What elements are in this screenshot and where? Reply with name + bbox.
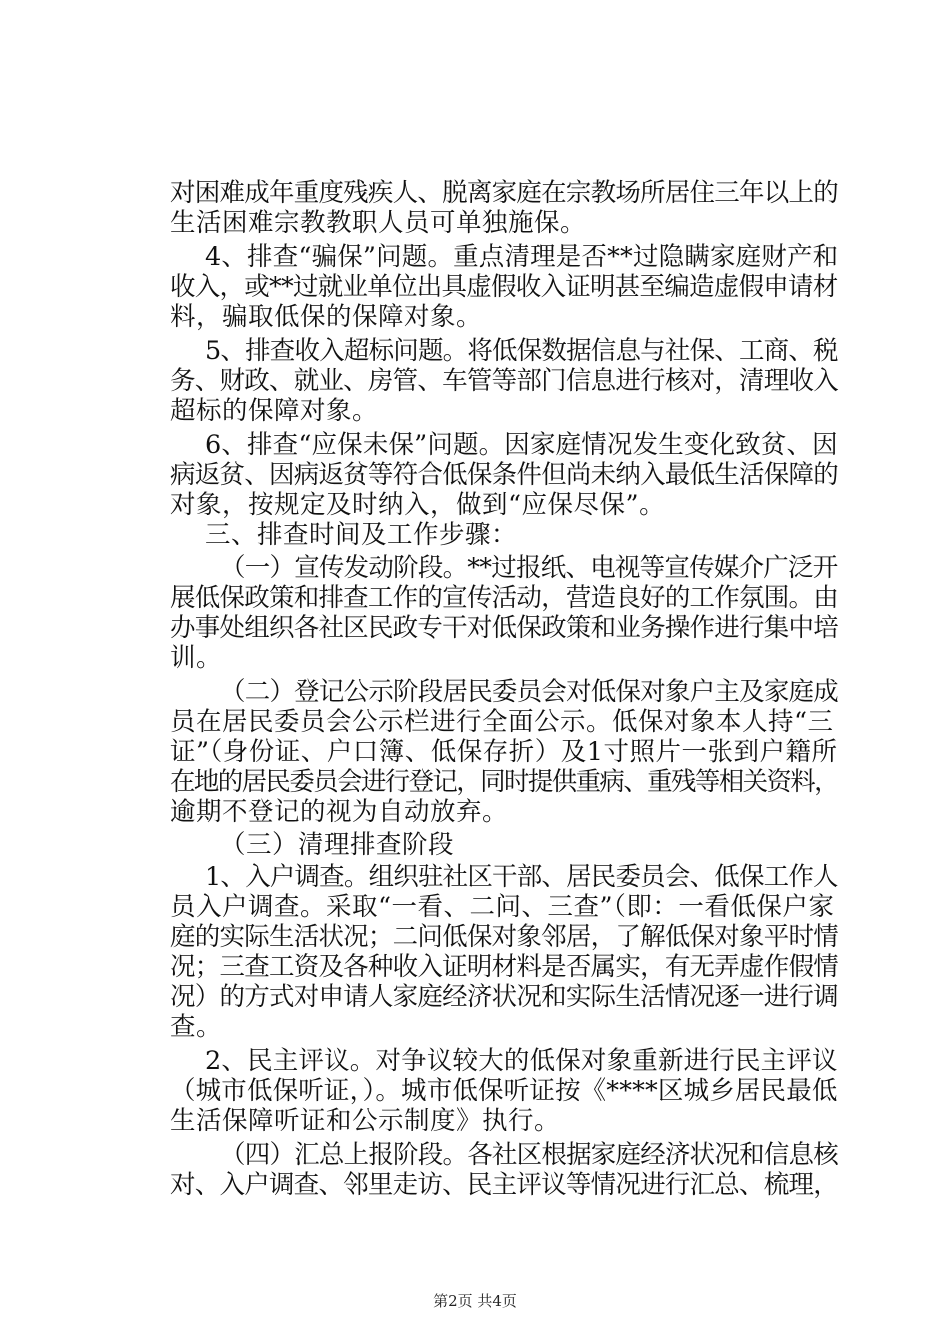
body-line: 况）的方式对申请人家庭经济状况和实际生活情况逐一进行调 (170, 982, 839, 1012)
section-heading: 三、排查时间及工作步骤： (205, 520, 518, 550)
subsection-heading: （三）清理排查阶段 (220, 830, 455, 860)
body-line: 6、排查“应保未保”问题。因家庭情况发生变化致贫、因 (205, 430, 838, 460)
body-line: 展低保政策和排查工作的宣传活动，营造良好的工作氛围。由 (170, 583, 839, 613)
body-line: 收入，或**过就业单位出具虚假收入证明甚至编造虚假申请材 (170, 272, 838, 302)
body-line: 生活困难宗教教职人员可单独施保。 (170, 208, 587, 238)
body-line: 员入户调查。采取“一看、二问、三查”（即：一看低保户家 (170, 892, 835, 922)
body-line: 对、入户调查、邻里走访、民主评议等情况进行汇总、梳理， (170, 1170, 839, 1200)
body-line: 5、排查收入超标问题。将低保数据信息与社保、工商、税 (205, 336, 838, 366)
body-line: 生活保障听证和公示制度》执行。 (170, 1106, 561, 1136)
body-line: 证”（身份证、户口簿、低保存折）及1寸照片一张到户籍所 (170, 737, 838, 767)
body-line: 庭的实际生活状况；二问低保对象邻居，了解低保对象平时情 (170, 922, 839, 952)
body-line: 1、入户调查。组织驻社区干部、居民委员会、低保工作人 (205, 862, 838, 892)
body-line: 料，骗取低保的保障对象。 (170, 302, 483, 332)
body-line: 超标的保障对象。 (170, 396, 379, 426)
body-line: 员在居民委员会公示栏进行全面公示。低保对象本人持“三 (170, 707, 834, 737)
body-line: 况；三查工资及各种收入证明材料是否属实，有无弄虚作假情 (170, 952, 839, 982)
body-line: （一）宣传发动阶段。**过报纸、电视等宣传媒介广泛开 (220, 553, 838, 583)
body-line: 病返贫、因病返贫等符合低保条件但尚未纳入最低生活保障的 (170, 460, 839, 490)
body-line: 4、排查“骗保”问题。重点清理是否**过隐瞒家庭财产和 (205, 242, 839, 272)
body-line: 对象，按规定及时纳入，做到“应保尽保”。 (170, 490, 666, 520)
body-line: 2、民主评议。对争议较大的低保对象重新进行民主评议 (205, 1046, 838, 1076)
body-line: （二）登记公示阶段居民委员会对低保对象户主及家庭成 (220, 677, 839, 707)
body-line: （城市低保听证，）。城市低保听证按《****区城乡居民最低 (170, 1076, 838, 1106)
body-line: 办事处组织各社区民政专干对低保政策和业务操作进行集中培 (170, 613, 839, 643)
body-line: （四）汇总上报阶段。各社区根据家庭经济状况和信息核 (220, 1140, 839, 1170)
body-line: 在地的居民委员会进行登记，同时提供重病、重残等相关资料， (170, 767, 839, 797)
body-line: 逾期不登记的视为自动放弃。 (170, 797, 509, 827)
body-line: 务、财政、就业、房管、车管等部门信息进行核对，清理收入 (170, 366, 839, 396)
body-line: 查。 (170, 1012, 223, 1042)
page-number-footer: 第2页 共4页 (433, 1292, 517, 1310)
body-line: 训。 (170, 643, 223, 673)
body-line: 对困难成年重度残疾人、脱离家庭在宗教场所居住三年以上的 (170, 178, 839, 208)
